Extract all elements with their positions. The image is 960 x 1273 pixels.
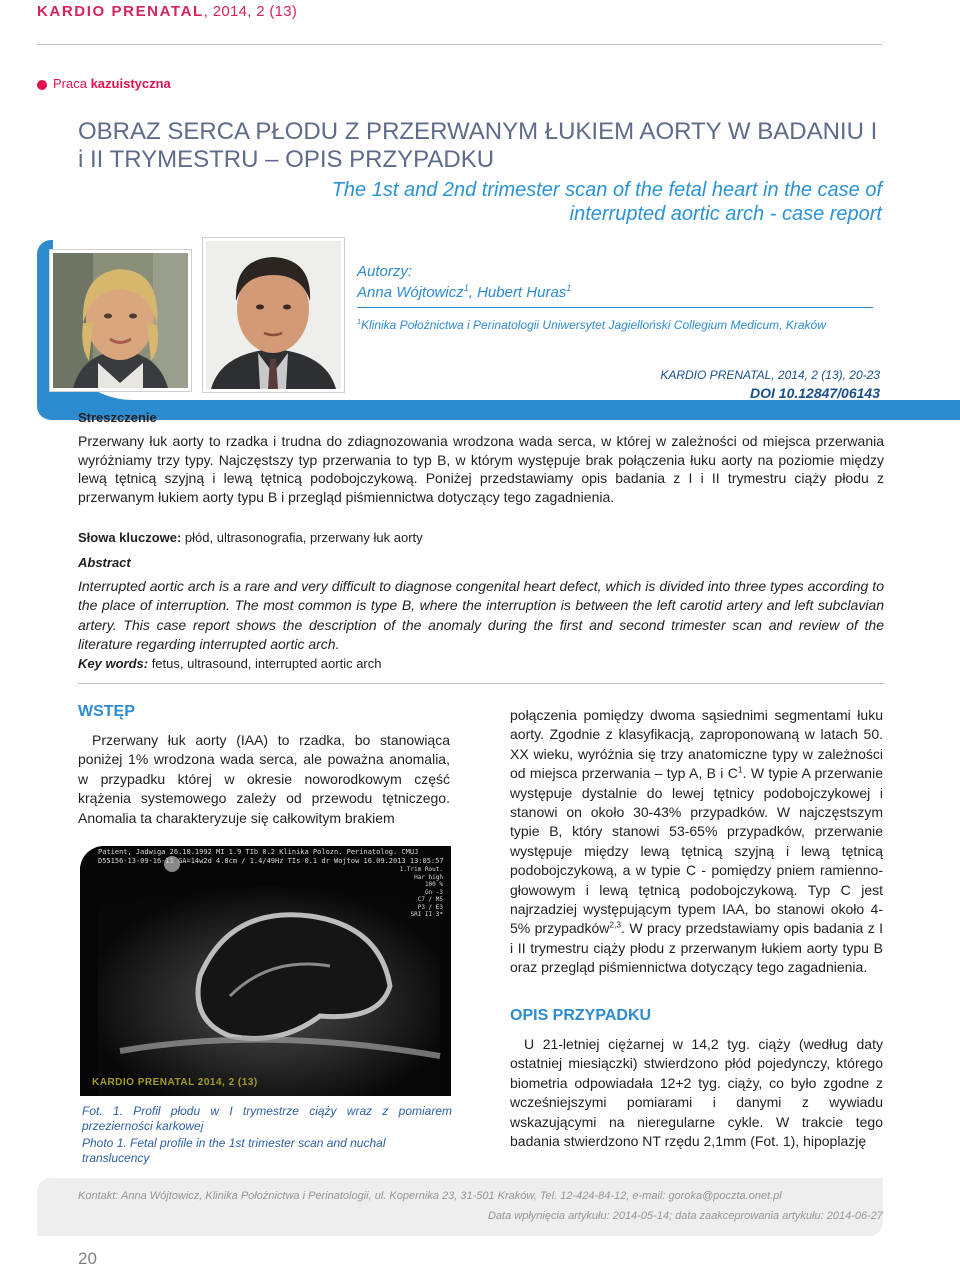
affiliation-text: Klinika Położnictwa i Perinatologii Uniwersytet Jagielloński Collegium Medicum, Kraków [361, 318, 826, 332]
ultrasound-param: 1.Trim Rout. [399, 866, 443, 873]
author-photo-wojtowicz [50, 250, 191, 391]
opis-przypadku-paragraph: U 21-letniej ciężarnej w 14,2 tyg. ciąży (według daty ostatniej miesiączki) stwierdzono płód pojedynczy, którego biometria odpowiadała 12+2 tyg. ciąży, co było zgodne z wcześniejszymi pomiarami i danymi z wywiadu wskazującymi na nieregularne cykle. W trakcie tego badania stwierdzono NT rzędu 2,1mm (Fot. 1), hipoplazję [510, 1036, 883, 1150]
category-bullet-icon [37, 80, 47, 90]
ultrasound-param: Har high [414, 873, 443, 881]
keywords-english [78, 656, 381, 671]
article-category [53, 76, 171, 91]
affiliation [357, 318, 826, 332]
category-name: kazuistyczna [90, 76, 171, 91]
top-divider [37, 44, 882, 45]
intro-text: . W typie A przerwanie występuje dystalnie do lewej tętnicy podobojczykowej i stanowi on około 30-43% przypadków. W najczęstszym typie B, który stanowi 53-65% przypadków, przerwanie występuje między lewą tętnicą szyjną i lewą tętnicą podobojczykową, a w typie C - pomiędzy pniem ramienno-głowowym i lewą tętnicą podobojczykową. Typ C jest najrzadziej występującym typem IAA, bo stanowi około 4- 5% przypadków [510, 765, 883, 937]
article-dates: Data wpłynięcia artykułu: 2014-05-14; data zaakceprowania artykułu: 2014-06-27 [487, 1210, 883, 1222]
ultrasound-param: 100 % [424, 881, 443, 888]
running-head-journal: KARDIO PRENATAL [37, 3, 204, 20]
author-name: Anna Wójtowicz [357, 284, 464, 301]
ultrasound-info-line: D55156-13-09-16-11 GA=14w2d 4.8cm / 1.4/49Hz TIs 0.1 dr Wojtow 16.09.2013 13:05:57 [98, 857, 444, 865]
author-name: Hubert Huras [477, 284, 567, 301]
authors-list [357, 284, 571, 301]
opis-przypadku-heading: OPIS PRZYPADKU [510, 1007, 652, 1024]
ultrasound-info-line: Patient, Jadwiga 26.10.1992 MI 1.9 TIb 0.2 Klinika Polozn. Perinatolog. CMUJ [98, 848, 419, 856]
streszczenie-heading: Streszczenie [78, 410, 157, 425]
reference-sup: 1 [737, 764, 743, 775]
wstep-heading: WSTĘP [78, 703, 135, 720]
author-affiliation-sup: 1 [566, 283, 572, 293]
wstep-paragraph: Przerwany łuk aorty (IAA) to rzadka, bo stanowiąca poniżej 1% wrodzona wada serca, ale poważna anomalia, w przypadku której w okresie noworodkowym część krążenia systemowego zależy od przewodu tętniczego. Anomalia ta charakteryzuje się całkowitym brakiem [78, 732, 450, 826]
title-polish: OBRAZ SERCA PŁODU Z PRZERWANYM ŁUKIEM AORTY W BADANIU I i II TRYMESTRU – OPIS PRZYPADKU [78, 118, 878, 173]
running-head-issue: , 2014, 2 (13) [203, 3, 298, 20]
intro-text: połączenia pomiędzy dwoma sąsiednimi segmentami łuku aorty. Zgodnie z klasyfikacją, zaproponowaną w latach 50. XX wieku, wyróżnia się trzy anatomiczne typy w zależności od miejsca przerwania – typ A, B i C [510, 707, 883, 782]
keywords-english-values: fetus, ultrasound, interrupted aortic arch [148, 656, 382, 671]
title-english: The 1st and 2nd trimester scan of the fetal heart in the case of interrupted aortic arch - case report [331, 179, 882, 225]
author-affiliation-sup: 1 [463, 283, 469, 293]
keywords-english-label: Key words: [78, 656, 149, 671]
ultrasound-param: Gn -3 [424, 888, 443, 896]
running-head [37, 3, 297, 20]
category-prefix: Praca [53, 76, 91, 91]
page-number: 20 [78, 1249, 97, 1268]
keywords-polish-values: płód, ultrasonografia, przerwany łuk aorty [181, 530, 423, 545]
figure-caption-english: Photo 1. Fetal profile in the 1st trimester scan and nuchal translucency [82, 1136, 386, 1165]
footer-box [37, 1178, 883, 1236]
reference-sup: 2,3 [609, 919, 622, 930]
journal-reference: KARDIO PRENATAL, 2014, 2 (13), 20-23 [660, 368, 880, 382]
abstract-text: Interrupted aortic arch is a rare and very difficult to diagnose congenital heart defect, which is divided into three types according to the place of interruption. The most common is type B, where the interruption is between the left carotid artery and left subclavian artery. This case report shows the description of the anomaly during the first and second trimester scan and review of the literature regarding interrupted aortic arch. [78, 578, 884, 653]
ultrasound-param: C7 / M5 [417, 896, 443, 903]
intro-text: . W pracy przedstawiamy opis badania z I i II trymestru ciąży płodu z przerwanym łukiem aorty typu B oraz przegląd piśmiennictwa dotyczący tego zagadnienia. [510, 920, 883, 976]
figure-watermark: KARDIO PRENATAL 2014, 2 (13) [92, 1077, 258, 1088]
authors-label: Autorzy: [357, 263, 413, 280]
ultrasound-param: P3 / E3 [417, 903, 443, 911]
keywords-polish [78, 530, 423, 545]
affiliation-sup: 1 [357, 317, 361, 326]
figure-caption-polish: Fot. 1. Profil płodu w I trymestrze ciąży wraz z pomiarem przezierności karkowej [82, 1104, 452, 1133]
streszczenie-text: Przerwany łuk aorty to rzadka i trudna do zdiagnozowania wrodzona wada serca, w której w zależności od miejsca przerwania wyróżniamy trzy typy. Najczęstszy typ przerwania to typ B, w którym występuje brak połączenia łuku aorty na poziomie między lewą tętnicą szyjną i lewą tętnicą podobojczykową. Poniżej przedstawiamy opis badania z I i II trymestru ciąży płodu z przerwanym łukiem aorty typu B i przegląd piśmiennictwa dotyczący tego zagadnienia. [78, 433, 884, 505]
abstract-heading: Abstract [78, 555, 131, 570]
keywords-polish-label: Słowa kluczowe: [78, 530, 182, 545]
authors-divider [357, 307, 873, 308]
intro-continuation-paragraph [510, 706, 883, 978]
ultrasound-parameters [400, 866, 443, 919]
abstract-divider [78, 683, 884, 684]
ultrasound-figure [80, 846, 451, 1096]
ultrasound-header [80, 846, 451, 898]
doi[interactable]: DOI 10.12847/06143 [750, 385, 880, 401]
ultrasound-param: SRI II 3* [410, 911, 443, 918]
author-separator: , [468, 284, 478, 301]
contact-info: Kontakt: Anna Wójtowicz, Klinika Położnictwa i Perinatologii, ul. Kopernika 23, 31-501 Kraków, Tel. 12-424-84-12, e-mail: goroka@poczta.onet.pl [78, 1190, 782, 1202]
author-photo-huras [203, 238, 344, 392]
